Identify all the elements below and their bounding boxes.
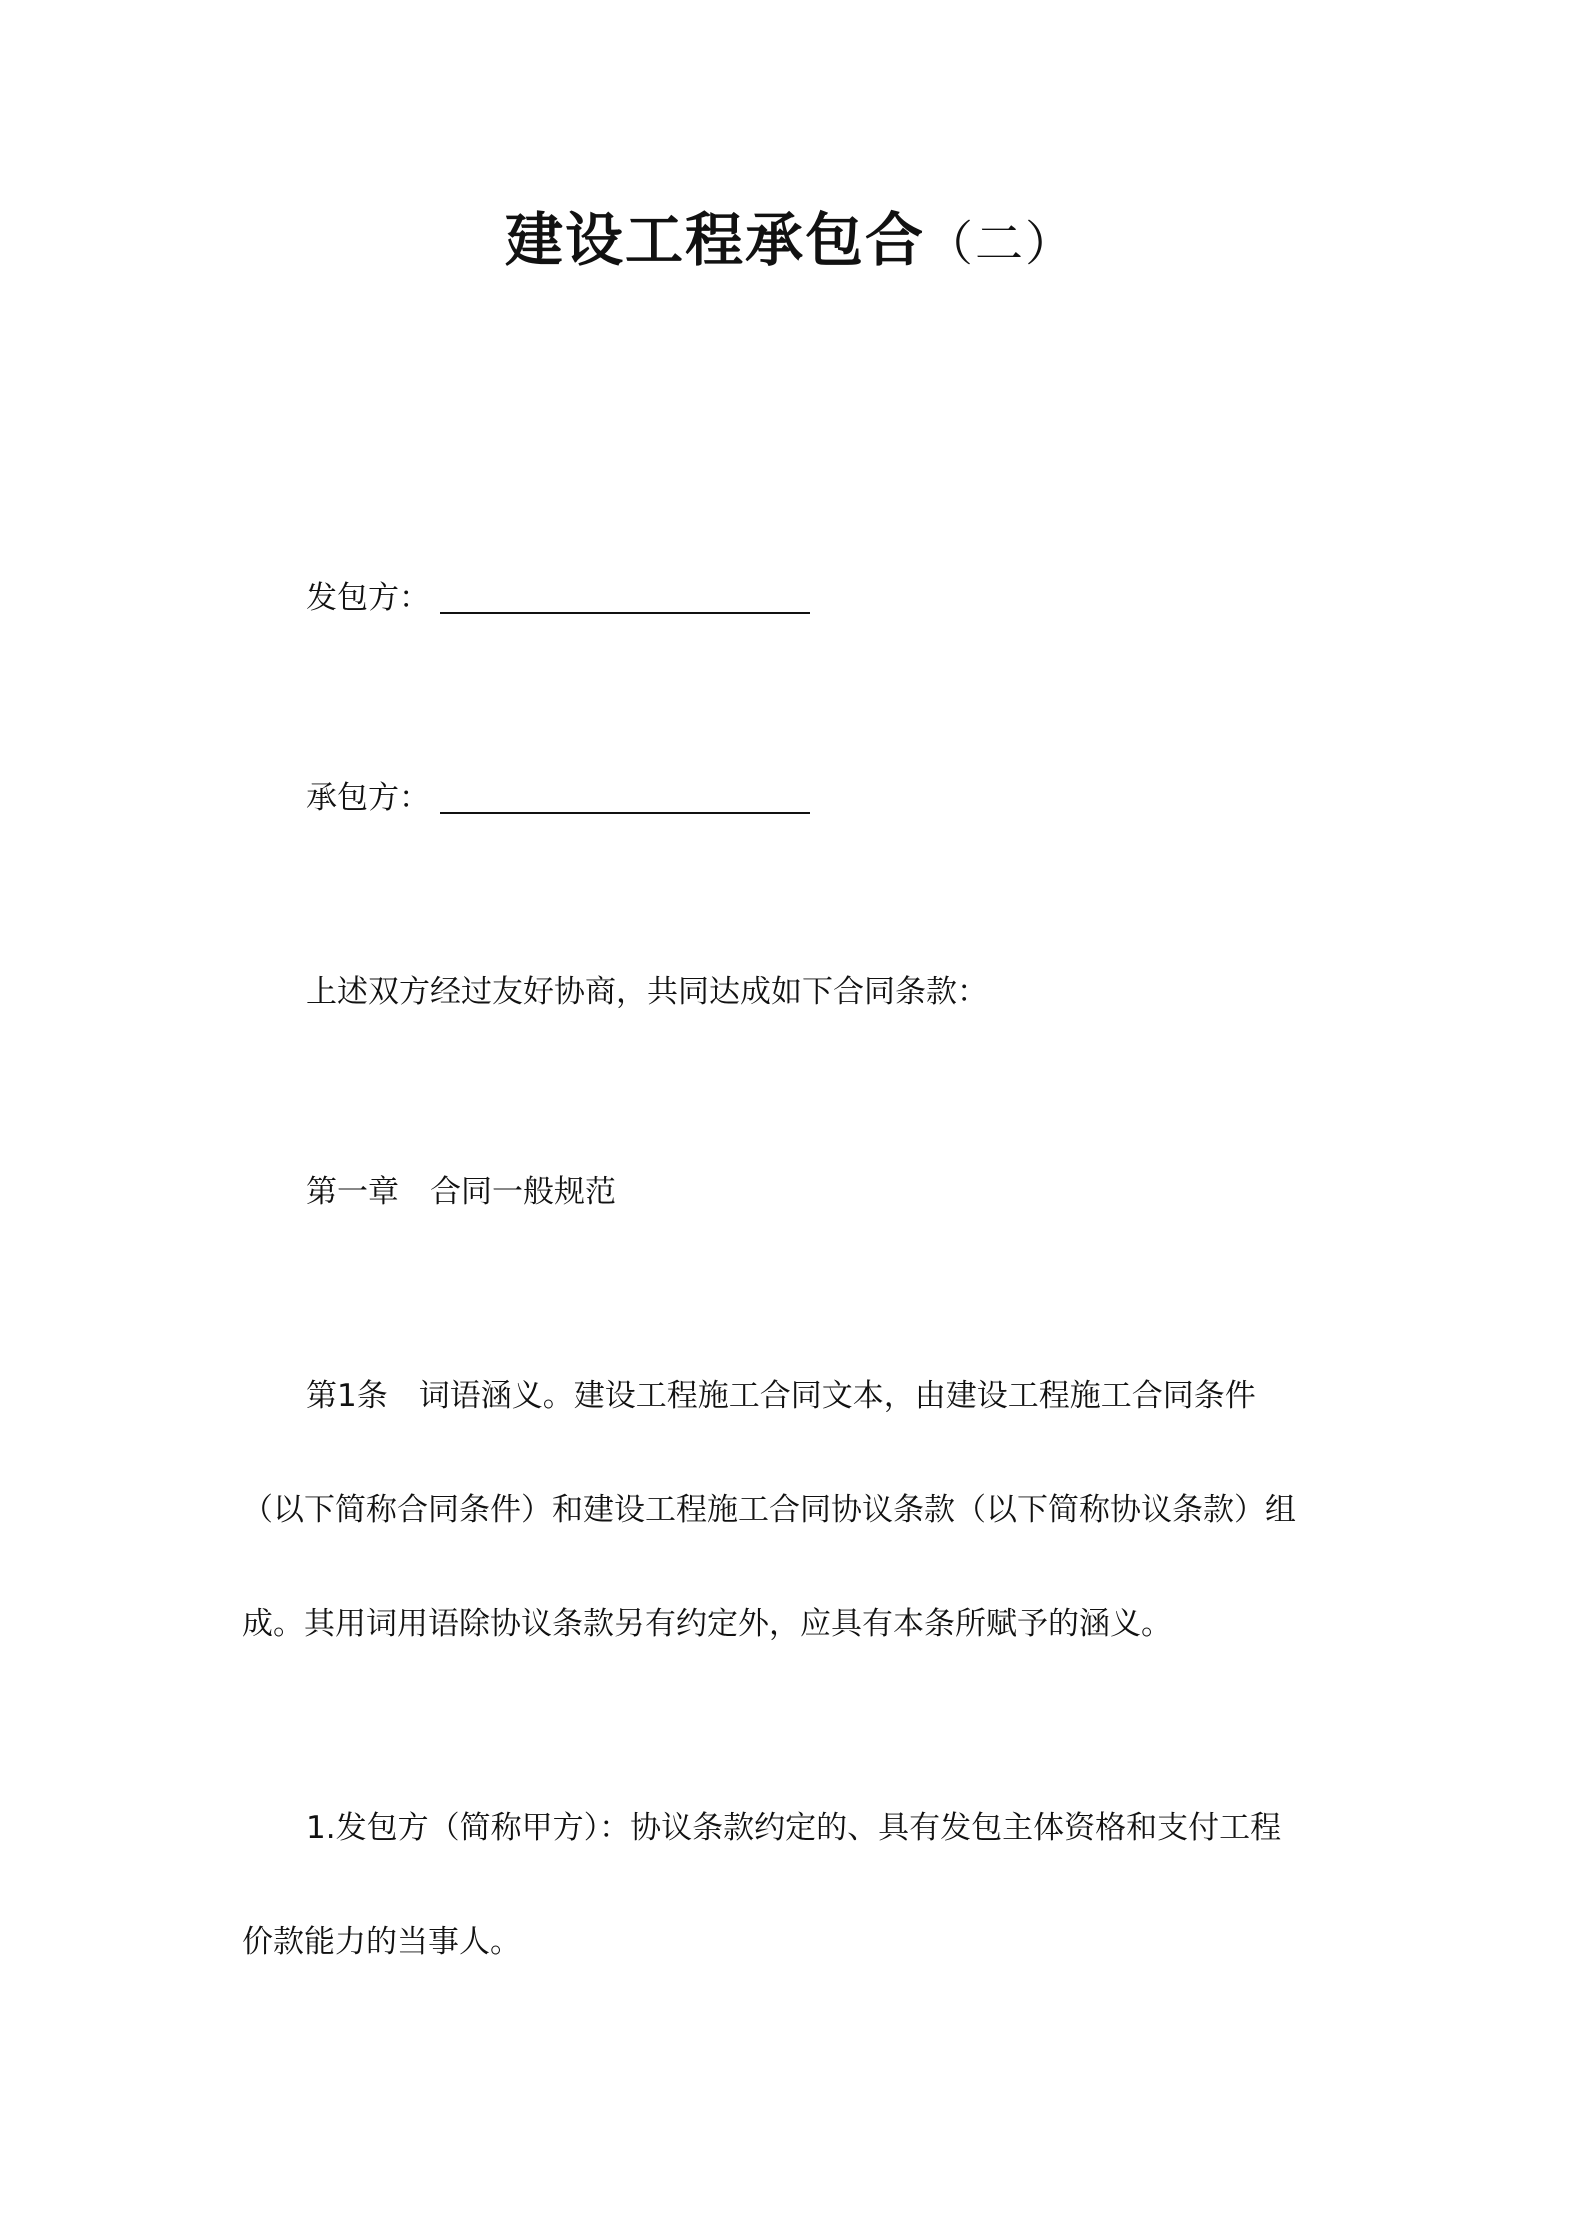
article1-line-2: （以下简称合同条件）和建设工程施工合同协议条款（以下简称协议条款）组 xyxy=(242,1492,1296,1528)
party-b-label: 承包方： xyxy=(306,780,430,816)
intro-paragraph: 上述双方经过友好协商，共同达成如下合同条款： xyxy=(306,974,988,1010)
party-b-blank-line xyxy=(440,812,810,814)
party-a-label: 发包方： xyxy=(306,580,430,616)
chapter-heading: 第一章 合同一般规范 xyxy=(306,1174,616,1210)
article1-line-1: 第1条 词语涵义。建设工程施工合同文本，由建设工程施工合同条件 xyxy=(306,1378,1256,1414)
item1-line-1: 1.发包方（简称甲方）：协议条款约定的、具有发包主体资格和支付工程 xyxy=(306,1810,1282,1846)
title-suffix: （二） xyxy=(925,216,1076,272)
party-b-row xyxy=(306,770,810,820)
party-a-row xyxy=(306,570,810,620)
document-title xyxy=(0,200,1580,284)
party-a-blank-line xyxy=(440,612,810,614)
article1-line-3: 成。其用词用语除协议条款另有约定外，应具有本条所赋予的涵义。 xyxy=(242,1606,1172,1642)
item1-line-2: 价款能力的当事人。 xyxy=(242,1924,521,1960)
title-main: 建设工程承包合 xyxy=(504,206,925,274)
